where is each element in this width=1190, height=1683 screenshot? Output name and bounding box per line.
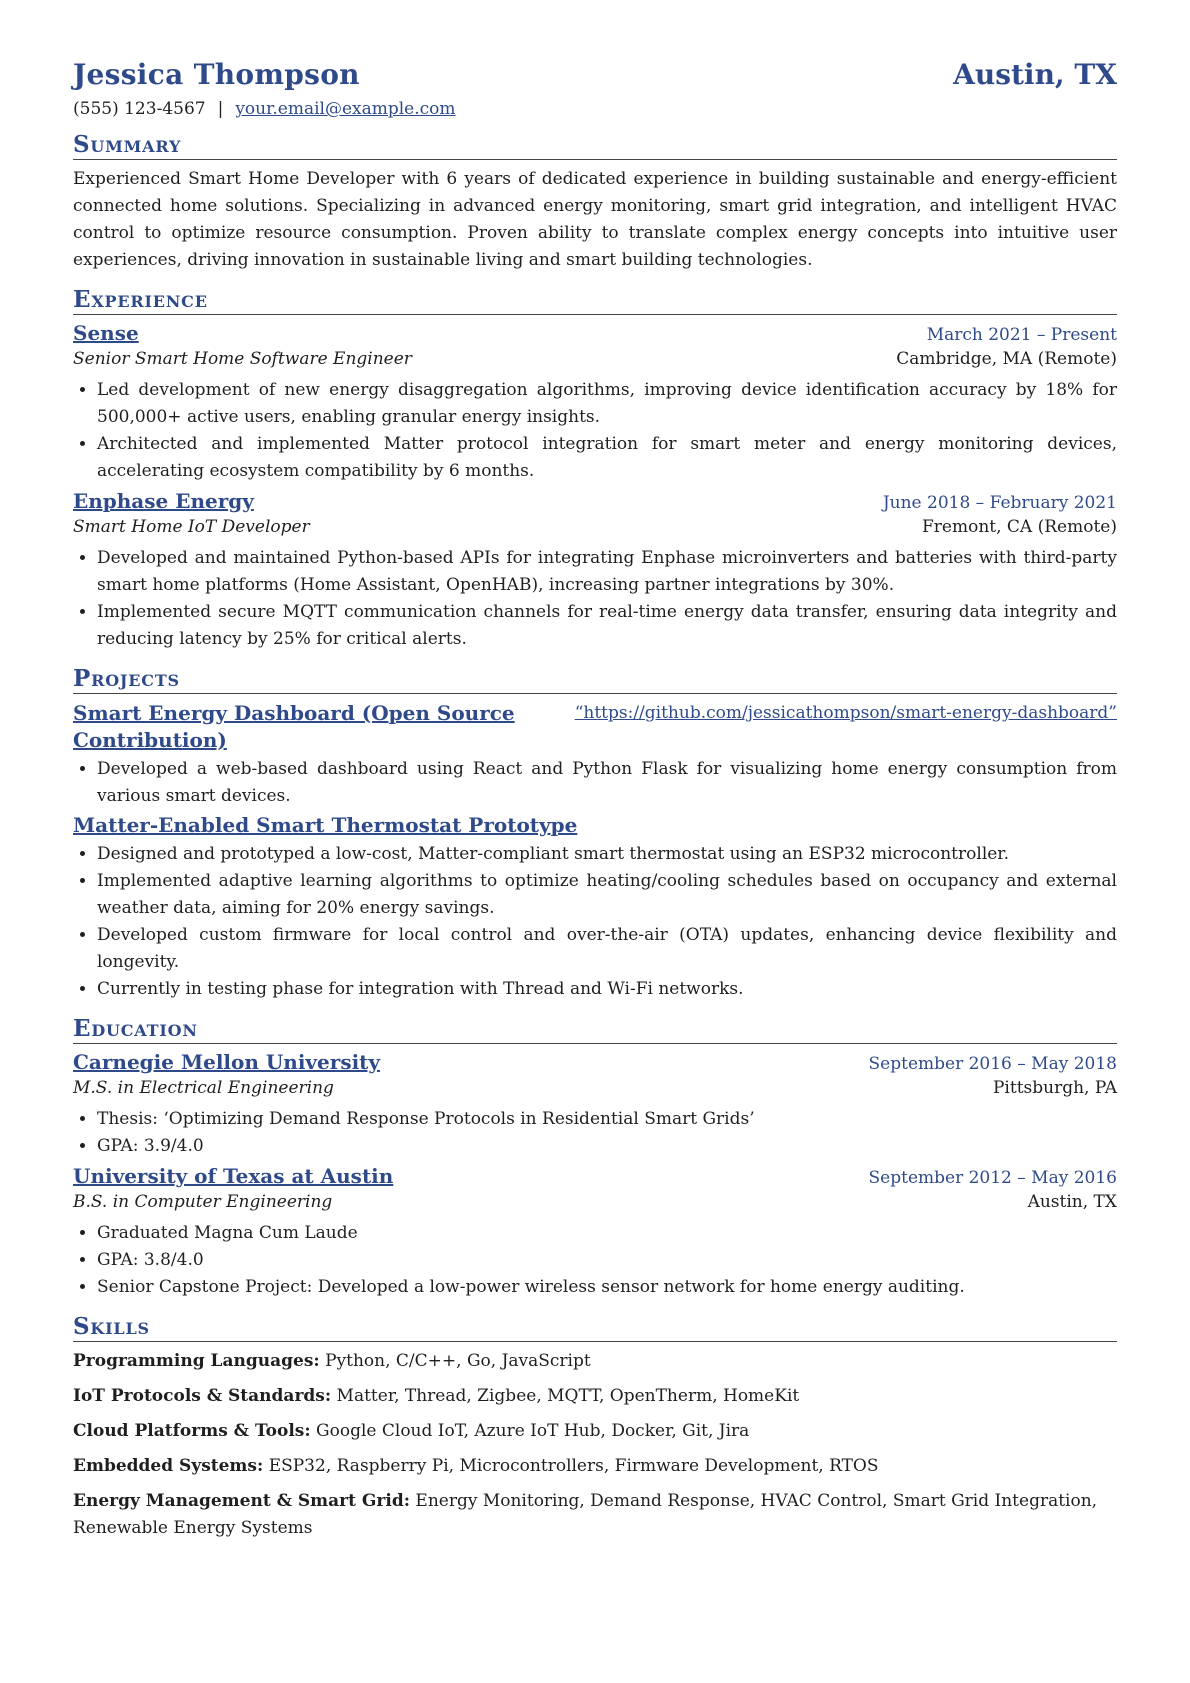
skill-label: IoT Protocols & Standards: bbox=[73, 1386, 332, 1406]
bullet-item: • Architected and implemented Matter protocol integration for smart meter and energy monitoring devices, accelerating ecosystem compatibility by 6 months. bbox=[97, 431, 1117, 485]
job-role: Senior Smart Home Software Engineer bbox=[73, 349, 412, 369]
bullet-item: • Developed a web-based dashboard using React and Python Flask for visualizing home energy consumption from various smart devices. bbox=[97, 756, 1117, 810]
skills-list bbox=[73, 1348, 1117, 1542]
company-link[interactable]: Enphase Energy bbox=[73, 489, 254, 513]
bullet-item: • Developed custom firmware for local control and over-the-air (OTA) updates, enhancing device flexibility and longevity. bbox=[97, 922, 1117, 976]
project-title-link[interactable]: Matter-Enabled Smart Thermostat Prototype bbox=[73, 813, 578, 837]
job-location: Fremont, CA (Remote) bbox=[922, 517, 1117, 537]
job-location: Cambridge, MA (Remote) bbox=[896, 349, 1117, 369]
bullet-item: • Currently in testing phase for integration with Thread and Wi-Fi networks. bbox=[97, 976, 1117, 1003]
bullet-item: • Implemented secure MQTT communication channels for real-time energy data transfer, ensuring data integrity and reducing latency by 25% for critical alerts. bbox=[97, 599, 1117, 653]
resume-header bbox=[73, 58, 1117, 91]
school-dates: September 2012 – May 2016 bbox=[868, 1168, 1117, 1188]
school-location: Austin, TX bbox=[1027, 1192, 1117, 1212]
school-dates: September 2016 – May 2018 bbox=[868, 1054, 1117, 1074]
education-entry bbox=[73, 1164, 1117, 1301]
skill-value: ESP32, Raspberry Pi, Microcontrollers, Firmware Development, RTOS bbox=[268, 1456, 879, 1476]
skill-row bbox=[73, 1453, 1117, 1480]
summary-text: Experienced Smart Home Developer with 6 years of dedicated experience in building sustainable and energy-efficient connected home solutions. Specializing in advanced energy monitoring, smart grid integration, and intelligent HVAC control to optimize resource consumption. Proven ability to translate complex energy concepts into intuitive user experiences, driving innovation in sustainable living and smart building technologies. bbox=[73, 169, 1117, 270]
experience-heading: Experience bbox=[73, 286, 1117, 315]
bullet-item: • Graduated Magna Cum Laude bbox=[97, 1220, 1117, 1247]
skill-value: Google Cloud IoT, Azure IoT Hub, Docker, Git, Jira bbox=[316, 1421, 750, 1441]
project-repo-link[interactable]: “https://github.com/jessicathompson/smart-energy-dashboard” bbox=[574, 703, 1117, 723]
skill-row bbox=[73, 1418, 1117, 1445]
job-bullets bbox=[73, 377, 1117, 485]
job-entry bbox=[73, 321, 1117, 485]
degree: M.S. in Electrical Engineering bbox=[73, 1078, 334, 1098]
school-link[interactable]: Carnegie Mellon University bbox=[73, 1050, 381, 1074]
job-dates: March 2021 – Present bbox=[926, 325, 1117, 345]
bullet-item: • Designed and prototyped a low-cost, Matter-compliant smart thermostat using an ESP32 microcontroller. bbox=[97, 841, 1117, 868]
project-bullets bbox=[73, 756, 1117, 810]
skill-value: Python, C/C++, Go, JavaScript bbox=[325, 1351, 591, 1371]
bullet-item: • Thesis: ‘Optimizing Demand Response Protocols in Residential Smart Grids’ bbox=[97, 1106, 1117, 1133]
bullet-item: • Implemented adaptive learning algorithms to optimize heating/cooling schedules based on occupancy and external weather data, aiming for 20% energy savings. bbox=[97, 868, 1117, 922]
skill-label: Programming Languages: bbox=[73, 1351, 320, 1371]
education-bullets bbox=[73, 1106, 1117, 1160]
skill-value: Energy Monitoring, Demand Response, HVAC Control, Smart Grid Integration, Renewable Energy Systems bbox=[73, 1491, 1098, 1538]
projects-heading: Projects bbox=[73, 665, 1117, 694]
education-bullets bbox=[73, 1220, 1117, 1301]
school-link[interactable]: University of Texas at Austin bbox=[73, 1164, 394, 1188]
bullet-item: • Led development of new energy disaggregation algorithms, improving device identification accuracy by 18% for 500,000+ active users, enabling granular energy insights. bbox=[97, 377, 1117, 431]
candidate-name: Jessica Thompson bbox=[73, 58, 360, 91]
bullet-item: • Developed and maintained Python-based APIs for integrating Enphase microinverters and batteries with third-party smart home platforms (Home Assistant, OpenHAB), increasing partner integrations by 30%. bbox=[97, 545, 1117, 599]
project-entry bbox=[73, 812, 1117, 1003]
skill-label: Energy Management & Smart Grid: bbox=[73, 1491, 410, 1511]
contact-separator: | bbox=[217, 99, 224, 119]
education-heading: Education bbox=[73, 1015, 1117, 1044]
project-title-link[interactable]: Smart Energy Dashboard (Open Source Contribution) bbox=[73, 701, 515, 752]
skill-label: Cloud Platforms & Tools: bbox=[73, 1421, 311, 1441]
company-link[interactable]: Sense bbox=[73, 321, 139, 345]
skill-label: Embedded Systems: bbox=[73, 1456, 264, 1476]
job-entry bbox=[73, 489, 1117, 653]
skills-heading: Skills bbox=[73, 1313, 1117, 1342]
bullet-item: • Senior Capstone Project: Developed a low-power wireless sensor network for home energy auditing. bbox=[97, 1274, 1117, 1301]
contact-line bbox=[73, 99, 1117, 119]
education-entry bbox=[73, 1050, 1117, 1160]
skill-row bbox=[73, 1488, 1117, 1542]
skill-value: Matter, Thread, Zigbee, MQTT, OpenTherm, HomeKit bbox=[336, 1386, 800, 1406]
project-bullets bbox=[73, 841, 1117, 1003]
email-link[interactable]: your.email@example.com bbox=[235, 99, 456, 119]
bullet-item: • GPA: 3.8/4.0 bbox=[97, 1247, 1117, 1274]
job-bullets bbox=[73, 545, 1117, 653]
job-dates: June 2018 – February 2021 bbox=[882, 493, 1117, 513]
job-role: Smart Home IoT Developer bbox=[73, 517, 310, 537]
project-entry bbox=[73, 700, 1117, 810]
skill-row bbox=[73, 1348, 1117, 1375]
phone-number: (555) 123-4567 bbox=[73, 99, 206, 119]
degree: B.S. in Computer Engineering bbox=[73, 1192, 333, 1212]
bullet-item: • GPA: 3.9/4.0 bbox=[97, 1133, 1117, 1160]
skill-row bbox=[73, 1383, 1117, 1410]
summary-heading: Summary bbox=[73, 131, 1117, 160]
candidate-location: Austin, TX bbox=[953, 58, 1117, 91]
school-location: Pittsburgh, PA bbox=[992, 1078, 1117, 1098]
